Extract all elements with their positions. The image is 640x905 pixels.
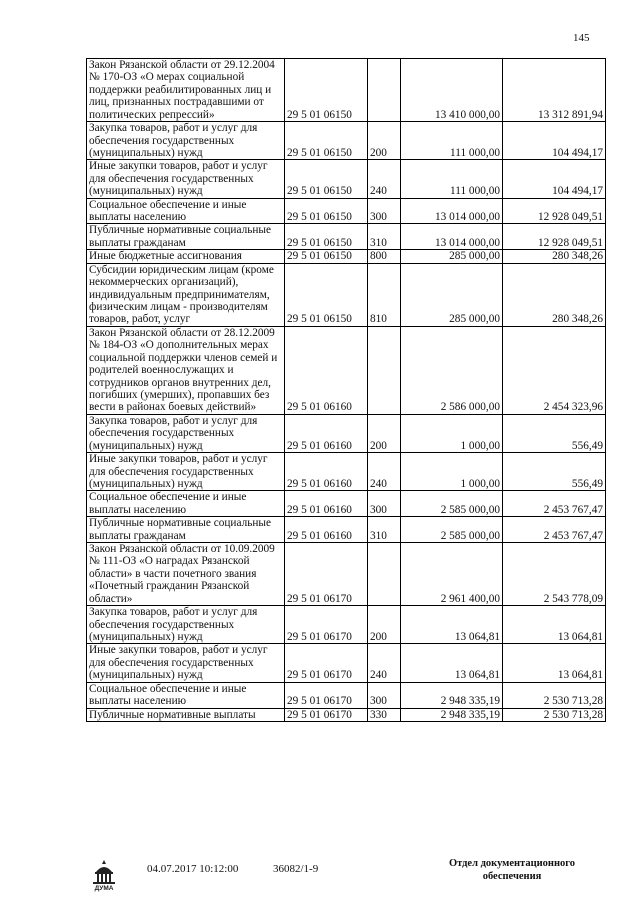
row-name: Публичные нормативные выплаты <box>87 708 285 721</box>
table-row <box>87 453 606 491</box>
row-code: 29 5 01 06170 <box>285 708 368 721</box>
row-expense-type: 300 <box>368 198 401 224</box>
table-row <box>87 263 606 326</box>
row-name: Иные бюджетные ассигнования <box>87 250 285 263</box>
row-name: Закупка товаров, работ и услуг для обеспечения государственных (муниципальных) нужд <box>87 414 285 452</box>
row-code: 29 5 01 06160 <box>285 326 368 414</box>
row-name: Социальное обеспечение и иные выплаты населению <box>87 198 285 224</box>
table-row <box>87 644 606 682</box>
row-planned-amount: 13 014 000,00 <box>401 224 503 250</box>
row-actual-amount: 12 928 049,51 <box>503 198 606 224</box>
budget-table <box>86 58 606 722</box>
budget-table-body <box>87 59 606 722</box>
footer-date: 04.07.2017 10:12:00 <box>147 863 239 875</box>
table-row <box>87 160 606 198</box>
row-name: Закон Рязанской области от 29.12.2004 № 170-ОЗ «О мерах социальной поддержки реабилитированных лиц и лиц, признанных пострадавшими от политических репрессий» <box>87 59 285 122</box>
table-row <box>87 491 606 517</box>
footer-doc-number: 36082/1-9 <box>273 863 319 875</box>
row-expense-type: 300 <box>368 491 401 517</box>
row-code: 29 5 01 06170 <box>285 682 368 708</box>
row-planned-amount: 13 014 000,00 <box>401 198 503 224</box>
row-name: Иные закупки товаров, работ и услуг для обеспечения государственных (муниципальных) нужд <box>87 644 285 682</box>
footer-department <box>432 857 592 883</box>
row-actual-amount: 2 530 713,28 <box>503 708 606 721</box>
row-name: Закон Рязанской области от 10.09.2009 № 111-ОЗ «О наградах Рязанской области» в части почетного звания «Почетный гражданин Рязанской области» <box>87 543 285 606</box>
table-row <box>87 414 606 452</box>
row-expense-type: 200 <box>368 414 401 452</box>
table-row <box>87 122 606 160</box>
row-planned-amount: 285 000,00 <box>401 250 503 263</box>
row-actual-amount: 556,49 <box>503 414 606 452</box>
row-planned-amount: 2 948 335,19 <box>401 708 503 721</box>
row-expense-type: 800 <box>368 250 401 263</box>
row-planned-amount: 13 410 000,00 <box>401 59 503 122</box>
row-name: Публичные нормативные социальные выплаты гражданам <box>87 517 285 543</box>
row-name: Закупка товаров, работ и услуг для обеспечения государственных (муниципальных) нужд <box>87 122 285 160</box>
row-planned-amount: 13 064,81 <box>401 606 503 644</box>
row-planned-amount: 111 000,00 <box>401 160 503 198</box>
row-code: 29 5 01 06150 <box>285 263 368 326</box>
row-code: 29 5 01 06170 <box>285 543 368 606</box>
row-planned-amount: 2 585 000,00 <box>401 491 503 517</box>
row-name: Публичные нормативные социальные выплаты гражданам <box>87 224 285 250</box>
table-row <box>87 224 606 250</box>
row-expense-type: 330 <box>368 708 401 721</box>
row-planned-amount: 111 000,00 <box>401 122 503 160</box>
row-code: 29 5 01 06170 <box>285 644 368 682</box>
row-name: Иные закупки товаров, работ и услуг для обеспечения государственных (муниципальных) нужд <box>87 453 285 491</box>
row-name: Субсидии юридическим лицам (кроме некоммерческих организаций), индивидуальным предпринимателям, физическим лицам - производителям товаров, работ, услуг <box>87 263 285 326</box>
row-actual-amount: 2 530 713,28 <box>503 682 606 708</box>
row-code: 29 5 01 06170 <box>285 606 368 644</box>
row-actual-amount: 13 064,81 <box>503 606 606 644</box>
footer-department-line2: обеспечения <box>482 871 542 883</box>
row-name: Закон Рязанской области от 28.12.2009 № 184-ОЗ «О дополнительных мерах социальной поддержки членов семей и родителей военнослужащих и сотрудников органов внутренних дел, погибших (умерших), пропавших без вести в районах боевых действий» <box>87 326 285 414</box>
row-actual-amount: 556,49 <box>503 453 606 491</box>
row-code: 29 5 01 06160 <box>285 453 368 491</box>
row-code: 29 5 01 06150 <box>285 198 368 224</box>
row-planned-amount: 1 000,00 <box>401 453 503 491</box>
table-row <box>87 198 606 224</box>
row-planned-amount: 2 585 000,00 <box>401 517 503 543</box>
row-actual-amount: 2 543 778,09 <box>503 543 606 606</box>
table-row <box>87 517 606 543</box>
row-expense-type: 240 <box>368 644 401 682</box>
footer-department-line1: Отдел документационного <box>448 858 576 869</box>
row-code: 29 5 01 06150 <box>285 59 368 122</box>
row-expense-type <box>368 59 401 122</box>
row-planned-amount: 2 586 000,00 <box>401 326 503 414</box>
row-expense-type: 310 <box>368 517 401 543</box>
row-actual-amount: 280 348,26 <box>503 263 606 326</box>
row-code: 29 5 01 06160 <box>285 414 368 452</box>
row-actual-amount: 104 494,17 <box>503 122 606 160</box>
row-name: Иные закупки товаров, работ и услуг для обеспечения государственных (муниципальных) нужд <box>87 160 285 198</box>
row-code: 29 5 01 06150 <box>285 250 368 263</box>
row-actual-amount: 12 928 049,51 <box>503 224 606 250</box>
row-code: 29 5 01 06150 <box>285 224 368 250</box>
row-code: 29 5 01 06160 <box>285 517 368 543</box>
row-expense-type: 200 <box>368 122 401 160</box>
row-actual-amount: 2 453 767,47 <box>503 517 606 543</box>
row-planned-amount: 285 000,00 <box>401 263 503 326</box>
row-actual-amount: 13 064,81 <box>503 644 606 682</box>
duma-logo-icon <box>90 858 118 892</box>
table-row <box>87 682 606 708</box>
duma-logo-text: ДУМА <box>94 885 114 892</box>
table-row <box>87 708 606 721</box>
row-expense-type: 240 <box>368 453 401 491</box>
table-row <box>87 606 606 644</box>
row-planned-amount: 1 000,00 <box>401 414 503 452</box>
row-name: Социальное обеспечение и иные выплаты населению <box>87 491 285 517</box>
row-name: Закупка товаров, работ и услуг для обеспечения государственных (муниципальных) нужд <box>87 606 285 644</box>
row-expense-type <box>368 326 401 414</box>
row-expense-type: 240 <box>368 160 401 198</box>
table-row <box>87 59 606 122</box>
row-expense-type: 810 <box>368 263 401 326</box>
page-number: 145 <box>573 32 590 44</box>
row-expense-type <box>368 543 401 606</box>
row-code: 29 5 01 06160 <box>285 491 368 517</box>
row-code: 29 5 01 06150 <box>285 160 368 198</box>
table-row <box>87 543 606 606</box>
row-expense-type: 310 <box>368 224 401 250</box>
row-planned-amount: 13 064,81 <box>401 644 503 682</box>
row-planned-amount: 2 948 335,19 <box>401 682 503 708</box>
row-actual-amount: 2 454 323,96 <box>503 326 606 414</box>
row-actual-amount: 13 312 891,94 <box>503 59 606 122</box>
table-row <box>87 250 606 263</box>
row-planned-amount: 2 961 400,00 <box>401 543 503 606</box>
row-code: 29 5 01 06150 <box>285 122 368 160</box>
row-actual-amount: 104 494,17 <box>503 160 606 198</box>
row-expense-type: 200 <box>368 606 401 644</box>
row-actual-amount: 2 453 767,47 <box>503 491 606 517</box>
row-actual-amount: 280 348,26 <box>503 250 606 263</box>
row-name: Социальное обеспечение и иные выплаты населению <box>87 682 285 708</box>
table-row <box>87 326 606 414</box>
row-expense-type: 300 <box>368 682 401 708</box>
